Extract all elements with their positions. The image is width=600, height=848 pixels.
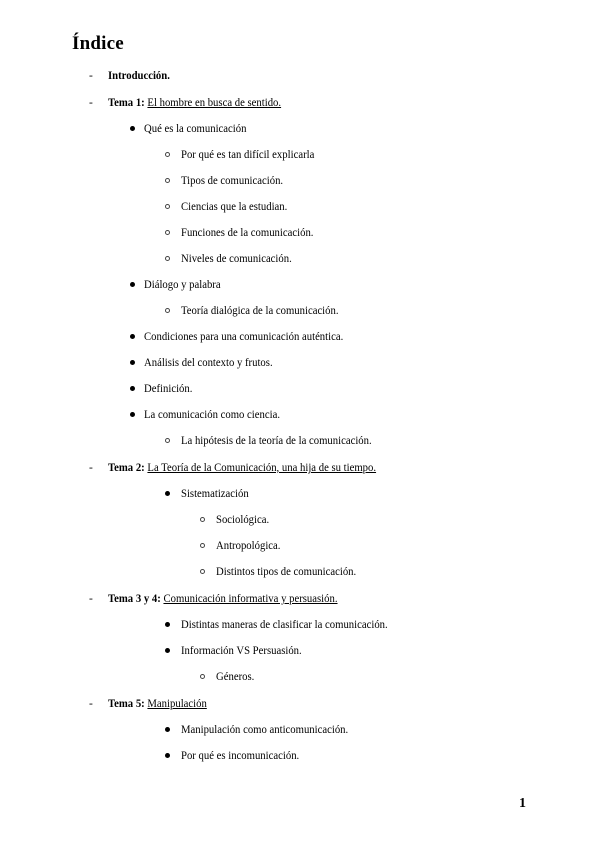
toc-subsubitem[interactable]: La hipótesis de la teoría de la comunicación. bbox=[181, 435, 372, 447]
toc-item-tema-3-4[interactable] bbox=[108, 592, 338, 606]
toc-heading-topic[interactable]: Comunicación informativa y persuasión. bbox=[163, 593, 338, 605]
toc-subsubitem[interactable]: Teoría dialógica de la comunicación. bbox=[181, 305, 339, 317]
toc-heading-label: Tema 2: bbox=[108, 462, 145, 474]
bullet-dot-icon bbox=[130, 360, 135, 365]
toc-subitem[interactable]: Definición. bbox=[144, 383, 193, 395]
bullet-circle-icon bbox=[165, 178, 170, 183]
dash-marker: - bbox=[89, 698, 93, 710]
dash-marker: - bbox=[89, 70, 93, 82]
toc-heading-label: Introducción. bbox=[108, 70, 170, 82]
toc-subitem[interactable]: Qué es la comunicación bbox=[144, 123, 247, 135]
bullet-dot-icon bbox=[130, 126, 135, 131]
toc-subitem[interactable]: Información VS Persuasión. bbox=[181, 645, 302, 657]
toc-item-introduccion[interactable] bbox=[108, 69, 170, 83]
bullet-circle-icon bbox=[200, 517, 205, 522]
toc-heading-topic[interactable]: El hombre en busca de sentido. bbox=[147, 97, 282, 109]
dash-marker: - bbox=[89, 462, 93, 474]
bullet-circle-icon bbox=[165, 204, 170, 209]
toc-subsubitem[interactable]: Por qué es tan difícil explicarla bbox=[181, 149, 315, 161]
toc-heading-label: Tema 1: bbox=[108, 97, 145, 109]
toc-subsubitem[interactable]: Antropológica. bbox=[216, 540, 281, 552]
toc-subsubitem[interactable]: Funciones de la comunicación. bbox=[181, 227, 314, 239]
toc-subsubitem[interactable]: Ciencias que la estudian. bbox=[181, 201, 288, 213]
toc-heading-topic[interactable]: Manipulación bbox=[147, 698, 207, 710]
toc-item-tema-5[interactable] bbox=[108, 697, 207, 711]
bullet-circle-icon bbox=[200, 569, 205, 574]
toc-item-tema-1[interactable] bbox=[108, 96, 281, 110]
bullet-circle-icon bbox=[165, 256, 170, 261]
bullet-circle-icon bbox=[165, 308, 170, 313]
toc-subsubitem[interactable]: Niveles de comunicación. bbox=[181, 253, 292, 265]
toc-subsubitem[interactable]: Distintos tipos de comunicación. bbox=[216, 566, 357, 578]
toc-subitem[interactable]: Por qué es incomunicación. bbox=[181, 750, 300, 762]
bullet-dot-icon bbox=[165, 491, 170, 496]
bullet-circle-icon bbox=[200, 674, 205, 679]
dash-marker: - bbox=[89, 97, 93, 109]
toc-heading-label: Tema 5: bbox=[108, 698, 145, 710]
bullet-dot-icon bbox=[130, 386, 135, 391]
bullet-circle-icon bbox=[165, 152, 170, 157]
toc-subitem[interactable]: La comunicación como ciencia. bbox=[144, 409, 281, 421]
page-number: 1 bbox=[519, 796, 526, 811]
page-title: Índice bbox=[72, 33, 124, 54]
bullet-dot-icon bbox=[165, 648, 170, 653]
bullet-dot-icon bbox=[165, 622, 170, 627]
toc-subitem[interactable]: Diálogo y palabra bbox=[144, 279, 221, 291]
bullet-dot-icon bbox=[165, 727, 170, 732]
toc-subitem[interactable]: Manipulación como anticomunicación. bbox=[181, 724, 349, 736]
toc-subitem[interactable]: Análisis del contexto y frutos. bbox=[144, 357, 273, 369]
toc-subitem[interactable]: Sistematización bbox=[181, 488, 249, 500]
toc-heading-label: Tema 3 y 4: bbox=[108, 593, 161, 605]
bullet-circle-icon bbox=[200, 543, 205, 548]
bullet-dot-icon bbox=[165, 753, 170, 758]
bullet-dot-icon bbox=[130, 282, 135, 287]
toc-item-tema-2[interactable] bbox=[108, 461, 376, 475]
bullet-dot-icon bbox=[130, 334, 135, 339]
toc-subitem[interactable]: Distintas maneras de clasificar la comunicación. bbox=[181, 619, 388, 631]
bullet-circle-icon bbox=[165, 230, 170, 235]
bullet-circle-icon bbox=[165, 438, 170, 443]
toc-heading-topic[interactable]: La Teoría de la Comunicación, una hija de su tiempo. bbox=[147, 462, 377, 474]
toc-subsubitem[interactable]: Tipos de comunicación. bbox=[181, 175, 284, 187]
toc-subitem[interactable]: Condiciones para una comunicación auténtica. bbox=[144, 331, 344, 343]
bullet-dot-icon bbox=[130, 412, 135, 417]
toc-subsubitem[interactable]: Géneros. bbox=[216, 671, 255, 683]
dash-marker: - bbox=[89, 593, 93, 605]
toc-subsubitem[interactable]: Sociológica. bbox=[216, 514, 270, 526]
